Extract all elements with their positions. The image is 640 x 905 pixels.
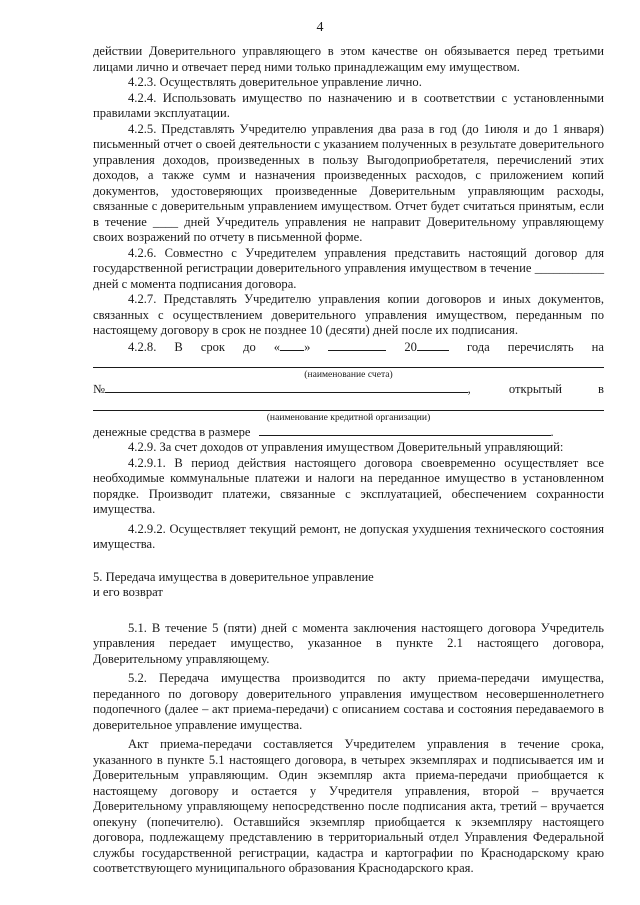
account-number-line: [93, 381, 604, 398]
clause-4-2-4: 4.2.4. Использовать имущество по назначению и в соответствии с установленными правилами эксплуатации.: [93, 90, 604, 120]
bank-name-caption: (наименование кредитной организации): [266, 411, 431, 423]
number-sign: №: [93, 382, 106, 396]
word-otkrytyy: открытый: [508, 382, 563, 396]
bank-name-line: [93, 398, 604, 411]
document-body: [93, 44, 604, 877]
word-srok: срок: [200, 339, 226, 354]
section-5-heading-line2: и его возврат: [93, 585, 163, 599]
clause-4-2-7: 4.2.7. Представлять Учредителю управления копии договоров и иных документов, связанных с осуществлением доверительного управления имуществом, переданным по настоящему договору в срок не позднее 10 (десяти) дней после их подписания.: [93, 292, 604, 337]
section-5-heading-line1: 5. Передача имущества в доверительное управление: [93, 569, 374, 584]
word-goda: года: [466, 339, 490, 354]
funds-amount-line: [93, 424, 604, 441]
word-v-bank: в: [598, 382, 604, 396]
clause-4-2-9-2: 4.2.9.2. Осуществляет текущий ремонт, не допуская ухудшения технического состояния имущества.: [93, 521, 604, 551]
clause-4-2-8-line: [93, 339, 604, 356]
clause-5-1: 5.1. В течение 5 (пяти) дней с момента заключения настоящего договора Учредитель управления передает имущество, указанное в пункте 2.1 настоящего договора, Доверительному управляющему.: [93, 620, 604, 666]
clause-4-2-6: 4.2.6. Совместно с Учредителем управления представить настоящий договор для государственной регистрации доверительного управления имуществом в течение ___________ дней с момента подписания договора.: [93, 245, 604, 291]
clause-number: 4.2.8.: [128, 339, 157, 354]
comma: ,: [467, 382, 471, 396]
clause-4-2-5: 4.2.5. Представлять Учредителю управления два раза в год (до 1июля и до 1 января) письменный отчет о своей деятельности с указанием полученных в результате доверительного управления доходов, произведенных в пользу Выгодоприобретателя, перечислений этих доходов, а также сумм и назначения произведенных расходов, с приложением копий документов, удостоверяющих произведенные Доверительным управляющим расходы, связанные с доверительным управлением имуществом. Отчет будет считаться принятым, если в течение ____ дней Учредитель управления не направит Доверительному управляющему своих возражений по отчету в письменной форме.: [93, 121, 604, 244]
date-day-field: « »: [273, 339, 311, 354]
word-v: В: [174, 339, 183, 354]
word-na: на: [591, 339, 604, 354]
funds-label: денежные средства в размере: [93, 424, 251, 439]
clause-5-2: 5.2. Передача имущества производится по акту приема-передачи имущества, переданного по договору доверительного управления имуществом несовершеннолетнего подопечного (далее – акт приема-передачи) с описанием состава и состояния передаваемого в доверительное управление имущества.: [93, 671, 604, 732]
account-name-caption: (наименование счета): [304, 369, 393, 380]
funds-end: .: [550, 424, 554, 439]
date-year-field: 20: [404, 339, 449, 356]
clause-4-2-3: 4.2.3. Осуществлять доверительное управление лично.: [128, 75, 422, 89]
word-perechislyat: перечислять: [507, 339, 574, 354]
clause-4-2-9-1: 4.2.9.1. В период действия настоящего договора своевременно осуществляет все необходимые коммунальные платежи и налоги на переданное имущество в установленном порядке. Производит платежи, связанные с эксплуатацией, обеспечением сохранности имущества.: [93, 455, 604, 516]
clause-5-2-act: Акт приема-передачи составляется Учредителем управления в течение срока, указанного в пункте 5.1 настоящего договора, в четырех экземплярах и подписывается им и Доверительным управляющим. Один экземпляр акта приема-передачи приобщается к настоящему договору и остается у Учредителя управления, второй – вручается Доверительному управляющему непосредственно после подписания акта, третий – вручается опекуну (попечителю). Оставшийся экземпляр приобщается к экземпляру настоящего договора, подлежащему представлению в территориальный отдел Управления Федеральной службы государственной регистрации, кадастра и картографии по Краснодарскому краю соответствующего муниципального образования Краснодарского края.: [93, 737, 604, 875]
account-number-field: [105, 381, 468, 393]
word-do: до: [243, 339, 256, 354]
clause-4-2-9: 4.2.9. За счет доходов от управления имуществом Доверительный управляющий:: [128, 440, 564, 454]
paragraph-continuation: действии Доверительного управляющего в этом качестве он обязывается перед третьими лицами лично и отвечает перед ними только принадлежащим ему имуществом.: [93, 44, 604, 74]
funds-amount-field: [259, 424, 551, 436]
page-number: 4: [316, 20, 324, 35]
date-month-field: [328, 339, 386, 351]
account-name-line: [93, 355, 604, 368]
